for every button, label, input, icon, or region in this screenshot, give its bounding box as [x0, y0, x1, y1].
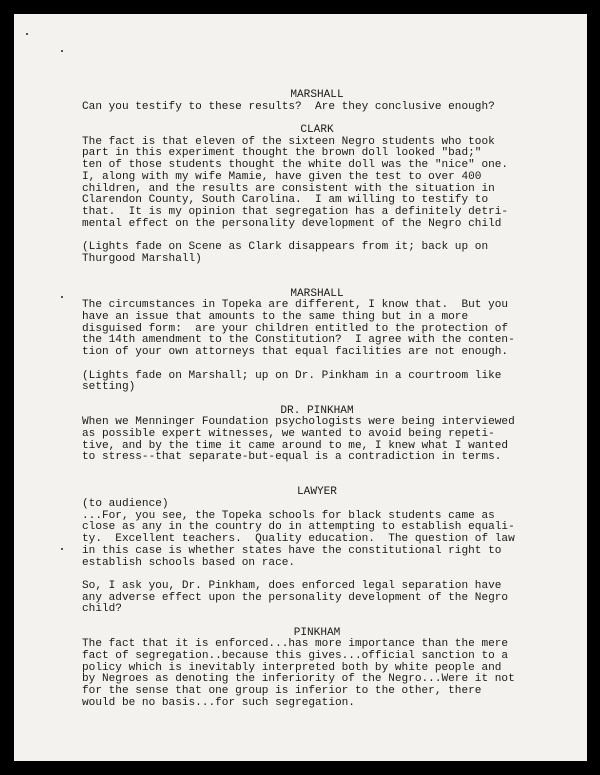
text-line: Clarendon County, South Carolina. I am willing to testify to	[82, 194, 489, 207]
text-line: ...For, you see, the Topeka schools for black students came as	[82, 509, 495, 522]
text-line: The fact that it is enforced...has more importance than the mere	[82, 638, 509, 651]
text-line: that. It is my opinion that segregation has a definitely detri-	[82, 205, 509, 218]
text-line: part in this experiment thought the brown doll looked "bad;"	[82, 147, 482, 160]
text-line: When we Menninger Foundation psychologists were being interviewed	[82, 416, 515, 429]
punch-mark	[26, 33, 28, 35]
text-line: So, I ask you, Dr. Pinkham, does enforced legal separation have	[82, 579, 502, 592]
text-line: mental effect on the personality development of the Negro child	[82, 217, 502, 230]
script-text	[82, 90, 552, 709]
blank-line	[82, 394, 552, 406]
speaker-name: LAWYER	[297, 486, 337, 499]
speaker-name: CLARK	[300, 124, 334, 137]
text-line: to stress--that separate-but-equal is a contradiction in terms.	[82, 451, 502, 464]
blank-line	[82, 277, 552, 289]
blank-line	[82, 359, 552, 371]
text-line: The fact is that eleven of the sixteen Negro students who took	[82, 135, 495, 148]
text-line: have an issue that amounts to the same thing but in a more	[82, 311, 469, 324]
text-line: tive, and by the time it came around to me, I knew what I wanted	[82, 439, 509, 452]
text-line: in this case is whether states have the constitutional right to	[82, 544, 502, 557]
text-line: Can you testify to these results? Are they conclusive enough?	[82, 100, 495, 113]
text-line: policy which is inevitably interpreted both by white people and	[82, 661, 502, 674]
text-line: I, along with my wife Mamie, have given the test to over 400	[82, 170, 482, 183]
punch-mark	[61, 50, 63, 52]
text-line: (Lights fade on Scene as Clark disappears from it; back up on	[82, 240, 489, 253]
text-line: setting)	[82, 381, 136, 394]
text-line: any adverse effect upon the personality development of the Negro	[82, 591, 509, 604]
speaker-name: MARSHALL	[290, 89, 344, 101]
text-line: close as any in the country do in attempting to establish equali-	[82, 521, 515, 534]
text-line: fact of segregation..because this gives...official sanction to a	[82, 650, 509, 662]
text-line: would be no basis...for such segregation.	[82, 696, 355, 709]
text-line: Thurgood Marshall)	[82, 252, 202, 265]
punch-mark	[61, 548, 63, 550]
text-line: child?	[82, 603, 122, 616]
text-line: disguised form: are your children entitled to the protection of	[82, 322, 509, 335]
text-line: (Lights fade on Marshall; up on Dr. Pinkham in a courtroom like	[82, 369, 502, 382]
text-line: by Negroes as denoting the inferiority of the Negro...Were it not	[82, 673, 515, 686]
blank-line	[82, 265, 552, 277]
text-line: establish schools based on race.	[82, 556, 296, 569]
text-line: (to audience)	[82, 498, 169, 511]
text-line: The circumstances in Topeka are different, I know that. But you	[82, 299, 509, 312]
speaker-name: PINKHAM	[293, 626, 341, 639]
punch-mark	[61, 296, 63, 298]
text-line: ty. Excellent teachers. Quality education. The question of law	[82, 533, 515, 546]
blank-line	[82, 464, 552, 476]
text-line: tion of your own attorneys that equal facilities are not enough.	[82, 346, 509, 359]
speaker-name: DR. PINKHAM	[280, 404, 354, 417]
blank-line	[82, 616, 552, 628]
text-line: the 14th amendment to the Constitution? I agree with the conten-	[82, 334, 515, 347]
speaker-name: MARSHALL	[290, 287, 344, 300]
document-page	[14, 14, 587, 761]
text-line: for the sense that one group is inferior to the other, there	[82, 685, 482, 698]
text-line: children, and the results are consistent with the situation in	[82, 182, 495, 195]
text-line: ten of those students thought the white doll was the "nice" one.	[82, 159, 509, 172]
text-line: as possible expert witnesses, we wanted to avoid being repeti-	[82, 427, 495, 440]
